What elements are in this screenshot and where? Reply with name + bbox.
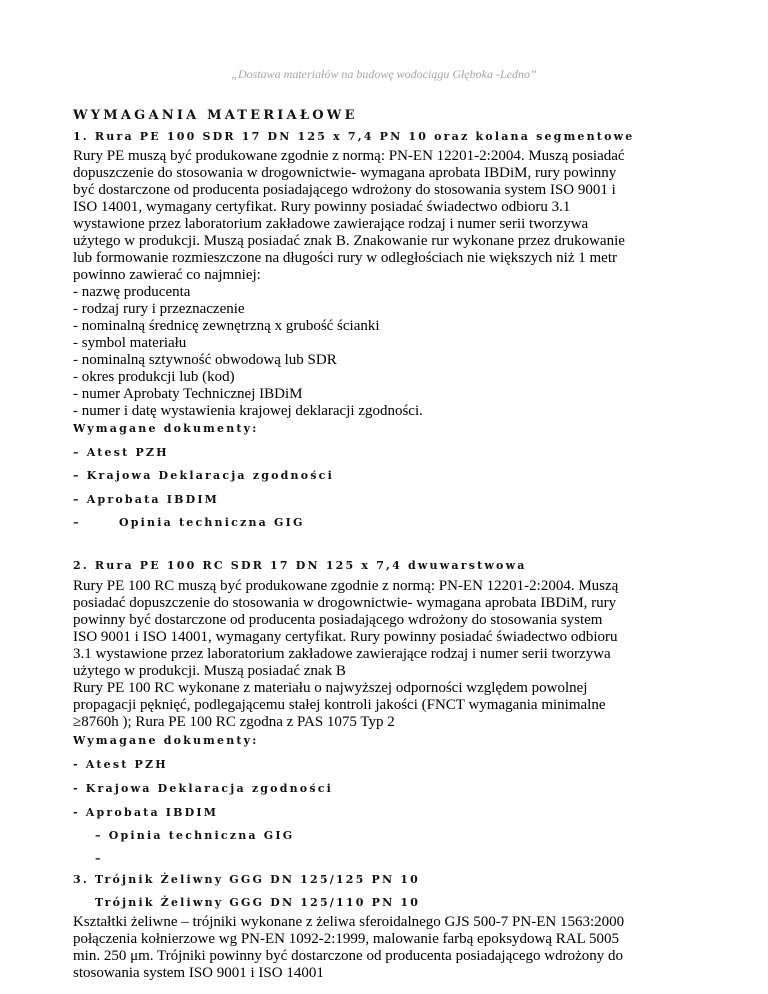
section-1-paragraph-line: lub formowanie rozmieszczone na długości rury w odległościach nie większych niż 1 metr (73, 250, 617, 266)
marking-list-item: - nominalną średnicę zewnętrzną x grubość ścianki (73, 318, 380, 334)
section-2-paragraph-line: posiadać dopuszczenie do stosowania w drogownictwie- wymagana aprobata IBDiM, rury (73, 595, 617, 611)
section-2-paragraph-line: propagacji pęknięć, podlegającemu stałej kontroli jakości (FNCT wymagania minimalne (73, 697, 606, 713)
marking-list-item: - symbol materiału (73, 335, 187, 351)
marking-list-item: - rodzaj rury i przeznaczenie (73, 301, 245, 317)
section-3-paragraph-line: stosowania system ISO 9001 i ISO 14001 (73, 965, 324, 981)
section-1-paragraph-line: powinno zawierać co najmniej: (73, 267, 261, 283)
section-2-paragraph-line: 3.1 wystawione przez laboratorium zakładowe zawierające rodzaj i numer serii tworzywa (73, 646, 611, 662)
marking-list-item: - nominalną sztywność obwodową lub SDR (73, 352, 337, 368)
section-1-paragraph-line: dopuszczenie do stosowania w drogownictwie- wymagana aprobata IBDiM, rury powinny (73, 165, 617, 181)
required-document-item: – Aprobata IBDIM (73, 493, 220, 506)
list-dash: – (73, 516, 81, 529)
section-2-paragraph-line: Rury PE 100 RC muszą być produkowane zgodnie z normą: PN-EN 12201-2:2004. Muszą (73, 578, 619, 594)
section-3-paragraph-line: Kształtki żeliwne – trójniki wykonane z żeliwa sferoidalnego GJS 500-7 PN-EN 1563:2000 (73, 914, 625, 930)
section-2-paragraph-line: ISO 9001 i ISO 14001, wymagany certyfikat. Rury powinny posiadać świadectwo odbioru (73, 629, 618, 645)
section-1-paragraph-line: być dostarczone od producenta posiadającego wdrożony do stosowania system ISO 9001 i (73, 182, 616, 198)
marking-list-item: - okres produkcji lub (kod) (73, 369, 235, 385)
section-1-paragraph-line: wystawione przez laboratorium zakładowe zawierające rodzaj i numer serii tworzywa (73, 216, 589, 232)
section-3-subheading: Trójnik Żeliwny GGG DN 125/110 PN 10 (95, 896, 421, 909)
required-document-item: Opinia techniczna GIG (119, 516, 305, 529)
required-documents-heading: Wymagane dokumenty: (73, 422, 259, 435)
marking-list-item: - numer Aprobaty Technicznej IBDiM (73, 386, 303, 402)
list-dash: – (95, 852, 103, 865)
document-title: WYMAGANIA MATERIAŁOWE (73, 108, 358, 123)
section-2-heading: 2. Rura PE 100 RC SDR 17 DN 125 x 7,4 dwuwarstwowa (73, 559, 527, 572)
required-document-item: – Krajowa Deklaracja zgodności (73, 469, 334, 482)
section-1-paragraph-line: ISO 14001, wymagany certyfikat. Rury powinny posiadać świadectwo odbioru 3.1 (73, 199, 571, 215)
required-document-item: – Opinia techniczna GIG (95, 829, 295, 842)
section-2-paragraph-line: użytego w produkcji. Muszą posiadać znak B (73, 663, 346, 679)
section-3-paragraph-line: min. 250 μm. Trójniki powinny być dostarczone od producenta posiadającego wdrożony do (73, 948, 624, 964)
section-1-paragraph-line: Rury PE muszą być produkowane zgodnie z normą: PN-EN 12201-2:2004. Muszą posiadać (73, 148, 625, 164)
required-documents-heading: Wymagane dokumenty: (73, 734, 259, 747)
section-1-heading: 1. Rura PE 100 SDR 17 DN 125 x 7,4 PN 10 oraz kolana segmentowe (73, 130, 635, 143)
required-document-item: - Aprobata IBDIM (73, 806, 219, 819)
section-2-paragraph-line: powinny być dostarczone od producenta posiadającego wdrożony do stosowania system (73, 612, 603, 628)
section-3-heading: 3. Trójnik Żeliwny GGG DN 125/125 PN 10 (73, 873, 420, 886)
section-1-paragraph-line: użytego w produkcji. Muszą posiadać znak B. Znakowanie rur wykonane przez drukowanie (73, 233, 625, 249)
marking-list-item: - numer i datę wystawienia krajowej deklaracji zgodności. (73, 403, 423, 419)
section-3-paragraph-line: połączenia kołnierzowe wg PN-EN 1092-2:1999, malowanie farbą epoksydową RAL 5005 (73, 931, 619, 947)
section-2-paragraph-line: Rury PE 100 RC wykonane z materiału o najwyższej odporności względem powolnej (73, 680, 588, 696)
required-document-item: - Krajowa Deklaracja zgodności (73, 782, 334, 795)
section-2-paragraph-line: ≥8760h ); Rura PE 100 RC zgodna z PAS 1075 Typ 2 (73, 714, 395, 730)
marking-list-item: - nazwę producenta (73, 284, 191, 300)
required-document-item: - Atest PZH (73, 758, 168, 771)
page-header: „Dostawa materiałów na budowę wodociągu Głęboka -Ledno” (231, 67, 537, 81)
required-document-item: – Atest PZH (73, 446, 169, 459)
